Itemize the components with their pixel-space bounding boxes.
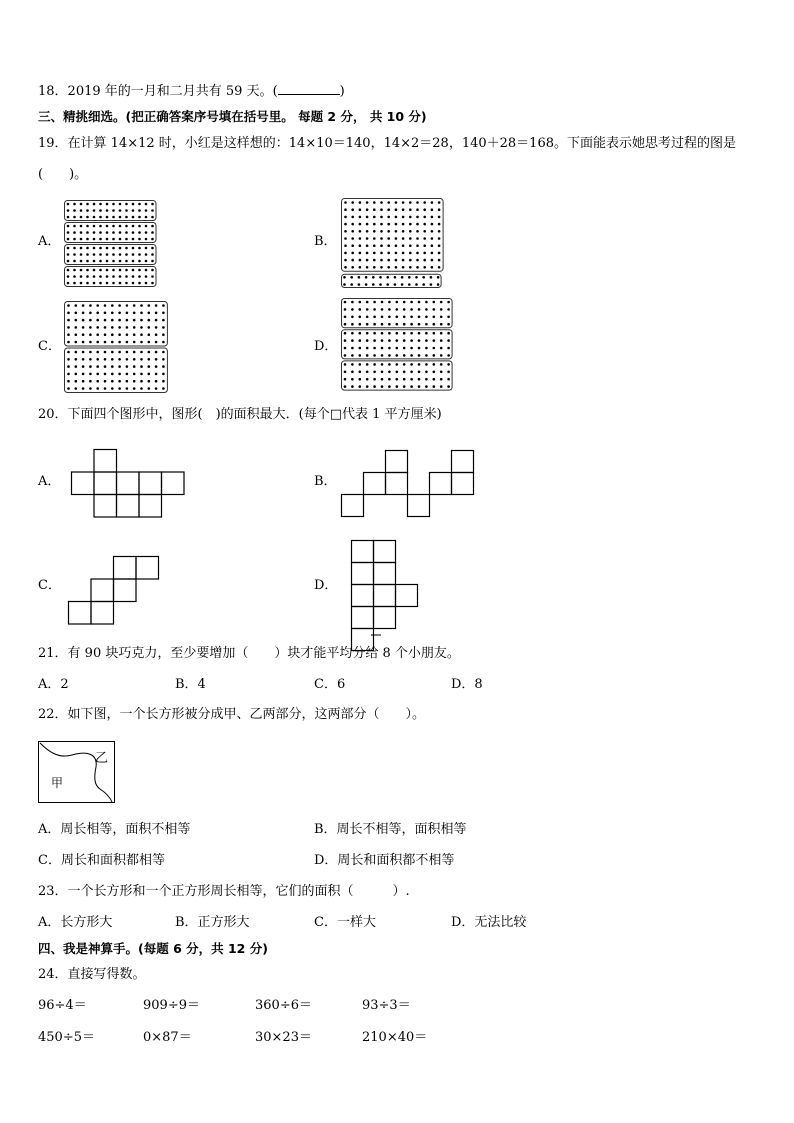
q22-option-b[interactable]: B．周长不相等，面积相等 bbox=[314, 822, 467, 837]
q20-option-a-label: A． bbox=[38, 474, 61, 489]
q21-option-d[interactable]: D．8 bbox=[451, 677, 483, 692]
calc-item: 30×23＝ bbox=[255, 1030, 312, 1045]
q18-text: 18．2019 年的一月和二月共有 59 天。( bbox=[38, 84, 278, 99]
calc-item: 450÷5＝ bbox=[38, 1030, 95, 1045]
answer-blank[interactable] bbox=[278, 82, 340, 95]
q19-option-c-label: C． bbox=[38, 339, 61, 354]
question-23-stem: 23．一个长方形和一个正方形周长相等，它们的面积（ ）. bbox=[38, 884, 410, 899]
question-24-stem: 24．直接写得数。 bbox=[38, 967, 146, 982]
q19-option-d-dot-diagram bbox=[341, 298, 459, 394]
q21-option-a[interactable]: A．2 bbox=[38, 677, 69, 692]
q22-label-jia: 甲 bbox=[51, 776, 64, 790]
q22-label-yi: 乙 bbox=[95, 751, 109, 766]
q19-option-d-label: D． bbox=[314, 339, 338, 354]
q19-option-c-dot-diagram bbox=[64, 301, 176, 391]
q22-option-d[interactable]: D．周长和面积都不相等 bbox=[314, 853, 455, 868]
question-22-stem: 22．如下图，一个长方形被分成甲、乙两部分，这两部分（ ）。 bbox=[38, 707, 426, 722]
calc-item: 93÷3＝ bbox=[362, 998, 411, 1013]
q23-option-c[interactable]: C．一样大 bbox=[314, 915, 376, 930]
question-21-stem: 21．有 90 块巧克力，至少要增加（ ）块才能平均分给 8 个小朋友。 bbox=[38, 646, 460, 661]
q20-option-c-label: C． bbox=[38, 578, 61, 593]
q19-option-b-label: B． bbox=[314, 234, 337, 249]
q21-option-c[interactable]: C．6 bbox=[314, 677, 346, 692]
q22-option-a[interactable]: A．周长相等，面积不相等 bbox=[38, 822, 191, 837]
q20-shape-d bbox=[351, 540, 421, 636]
calc-item: 0×87＝ bbox=[143, 1030, 192, 1045]
q23-option-b[interactable]: B．正方形大 bbox=[175, 915, 250, 930]
q20-shape-c bbox=[68, 556, 160, 626]
q18-close: ) bbox=[339, 84, 345, 99]
q21-option-b[interactable]: B．4 bbox=[175, 677, 206, 692]
question-20-stem: 20．下面四个图形中，图形( )的面积最大．(每个□代表 1 平方厘米) bbox=[38, 407, 442, 422]
q19-option-b-dot-diagram bbox=[341, 198, 453, 288]
q20-shape-a bbox=[71, 449, 185, 519]
q20-option-d-label: D． bbox=[314, 578, 338, 593]
question-19-paren: ( )。 bbox=[38, 167, 88, 182]
calc-item: 96÷4＝ bbox=[38, 998, 87, 1013]
section-4-title: 四、我是神算手。(每题 6 分，共 12 分) bbox=[38, 941, 268, 956]
question-18 bbox=[38, 82, 345, 100]
calc-item: 909÷9＝ bbox=[143, 998, 200, 1013]
calc-item: 210×40＝ bbox=[362, 1030, 428, 1045]
q22-option-c[interactable]: C．周长和面积都相等 bbox=[38, 853, 165, 868]
q19-option-a-label: A． bbox=[38, 234, 61, 249]
calc-item: 360÷6＝ bbox=[255, 998, 312, 1013]
q20-shape-b bbox=[341, 450, 477, 520]
q19-option-a-dot-diagram bbox=[64, 200, 170, 286]
q20-option-b-label: B． bbox=[314, 474, 337, 489]
question-19-stem: 19．在计算 14×12 时，小红是这样想的：14×10＝140，14×2＝28，140＋28＝168。下面能表示她思考过程的图是 bbox=[38, 136, 736, 151]
q23-option-a[interactable]: A．长方形大 bbox=[38, 915, 113, 930]
q23-option-d[interactable]: D．无法比较 bbox=[451, 915, 527, 930]
section-3-title: 三、精挑细选。(把正确答案序号填在括号里。 每题 2 分， 共 10 分) bbox=[38, 109, 427, 124]
